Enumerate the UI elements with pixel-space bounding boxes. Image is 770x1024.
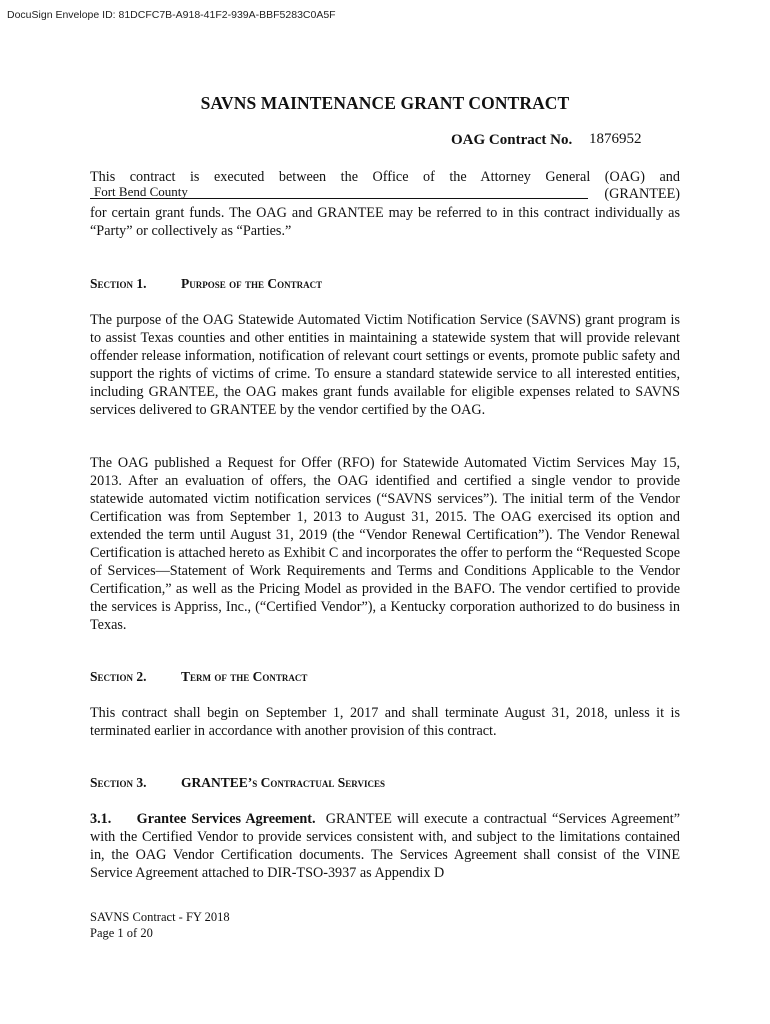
section-3-1-number: 3.1. [90,811,112,827]
section-3-1-heading: Grantee Services Agreement. [136,811,316,827]
section-2-title: Term of the Contract [181,669,308,684]
intro-line-1-text: This contract is executed between the Office of the Attorney General (OAG) and [90,169,680,185]
section-2-number: Section 2. [90,669,147,684]
section-3-number: Section 3. [90,775,147,790]
section-2-heading [90,669,307,685]
contract-number-row [451,131,642,149]
section-1-heading [90,276,322,292]
footer-page-number: Page 1 of 20 [90,926,153,940]
section-1-number: Section 1. [90,276,147,291]
section-3-1-paragraph [90,810,680,882]
section-3-title: GRANTEE’s Contractual Services [181,775,385,790]
section-3-heading [90,775,385,791]
envelope-id: DocuSign Envelope ID: 81DCFC7B-A918-41F2-939A-BBF5283C0A5F [7,9,336,21]
grantee-line [90,184,680,202]
section-1-paragraph-1: The purpose of the OAG Statewide Automated Victim Notification Service (SAVNS) grant program is to assist Texas counties and other entities in maintaining a statewide system that will provide relevant offender release information, notification of relevant court settings or events, promote public safety and support the rights of victims of crime. To ensure a standard statewide service to all interested entities, including GRANTEE, the OAG makes grant funds available for eligible expenses related to SAVNS services delivered to GRANTEE by the vendor certified by the OAG. [90,312,680,418]
document-title: SAVNS MAINTENANCE GRANT CONTRACT [200,93,570,113]
section-3-1-text: GRANTEE will execute a contractual “Services Agreement” with the Certified Vendor to provide services consistent with, and subject to the limitations contained in, the OAG Vendor Certification documents. The Services Agreement shall consist of the VINE Service Agreement attached to DIR-TSO-3937 as Appendix D [90,811,681,881]
section-2-paragraph: This contract shall begin on September 1, 2017 and shall terminate August 31, 2018, unless it is terminated earlier in accordance with another provision of this contract. [90,705,680,739]
grantee-suffix: (GRANTEE) [604,186,680,202]
intro-rest: for certain grant funds. The OAG and GRANTEE may be referred to in this contract individually as “Party” or collectively as “Parties.” [90,205,680,239]
section-1-title: Purpose of the Contract [181,276,323,291]
section-1-paragraph-2: The OAG published a Request for Offer (RFO) for Statewide Automated Victim Services May 15, 2013. After an evaluation of offers, the OAG identified and certified a single vendor to provide statewide automated victim notification services (“SAVNS services”). The initial term of the Vendor Certification was from September 1, 2013 to August 31, 2015. The OAG exercised its option and extended the term until August 31, 2019 (the “Vendor Renewal Certification”). The Vendor Renewal Certification is attached hereto as Exhibit C and incorporates the offer to perform the “Requested Scope of Services—Statement of Work Requirements and Terms and Conditions Applicable to the Vendor Certification,” as well as the Pricing Model as provided in the BAFO. The vendor certified to provide the services is Appriss, Inc., (“Certified Vendor”), a Kentucky corporation authorized to do business in Texas. [90,455,680,633]
footer-contract-label: SAVNS Contract - FY 2018 [90,910,230,924]
page-footer [90,909,230,941]
contract-number-value: 1876952 [589,131,642,147]
contract-number-label: OAG Contract No. [451,132,573,148]
grantee-name-field: Fort Bend County [90,184,588,199]
